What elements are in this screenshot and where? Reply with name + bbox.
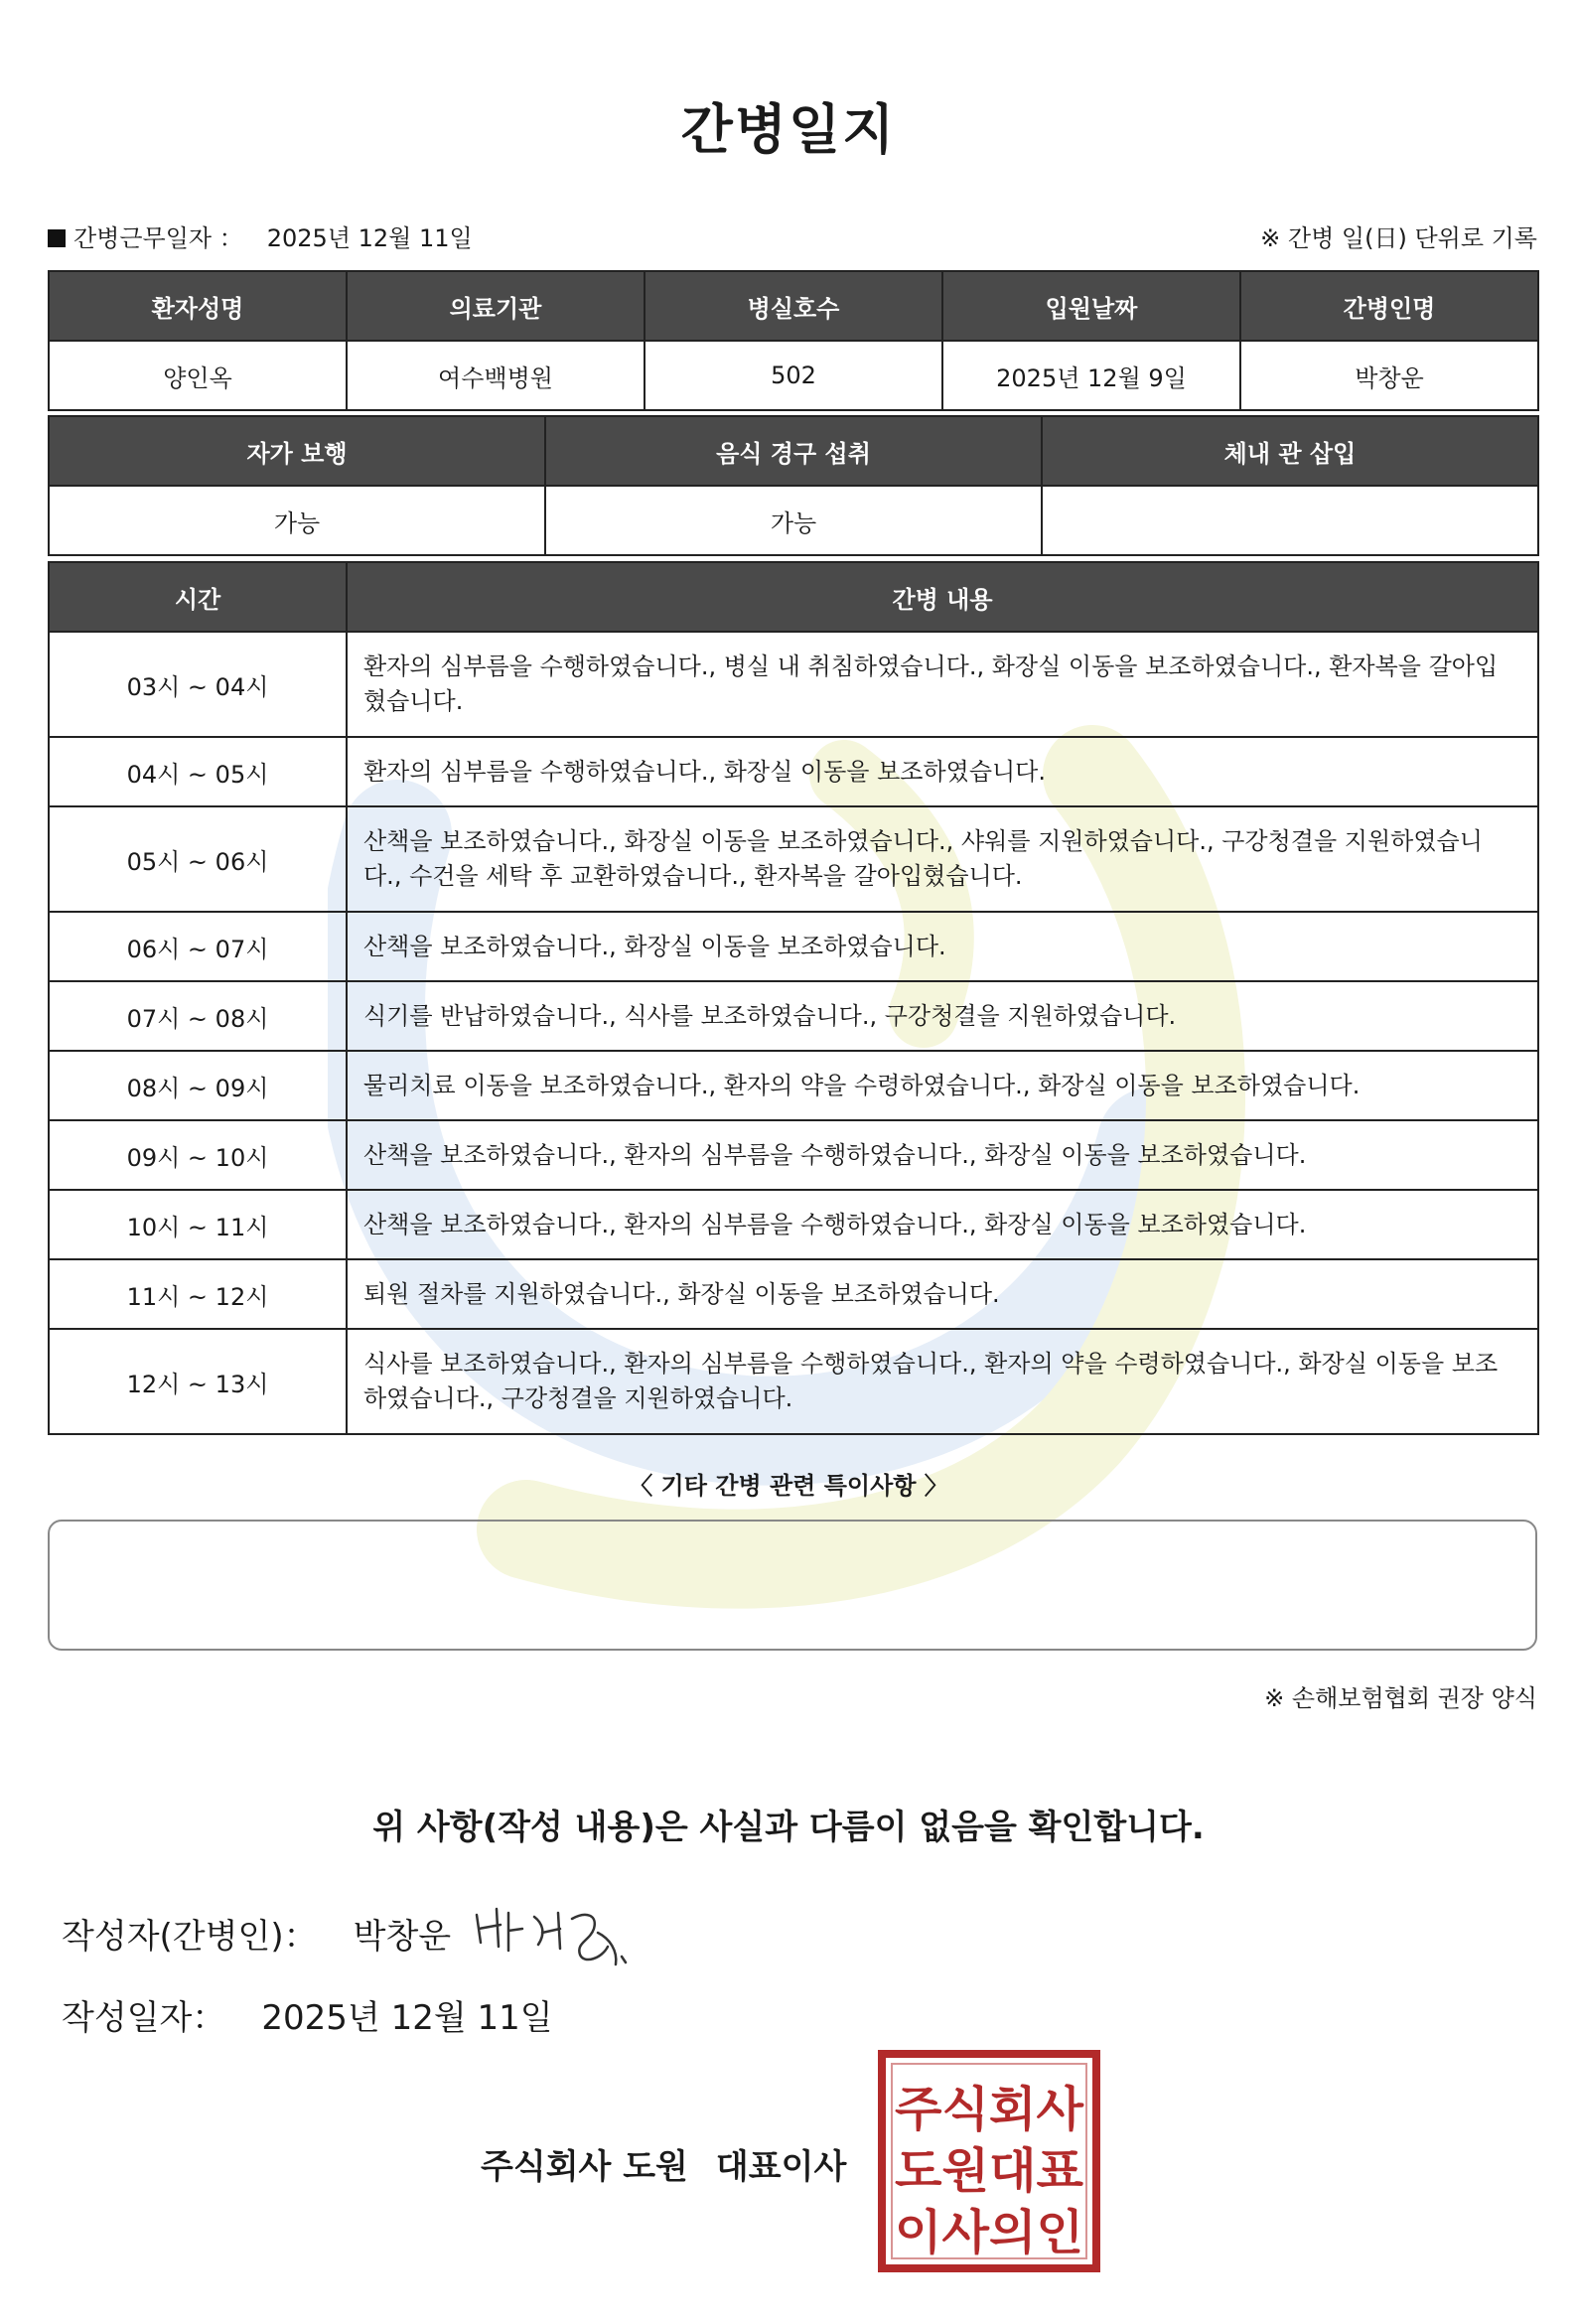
content-cell: 산책을 보조하였습니다., 화장실 이동을 보조하였습니다., 샤워를 지원하였습니다., 구강청결을 지원하였습니다., 수건을 세탁 후 교환하였습니다., 환자복을 갈아입혔습니다. xyxy=(347,806,1538,912)
content-cell: 산책을 보조하였습니다., 환자의 심부름을 수행하였습니다., 화장실 이동을 보조하였습니다. xyxy=(347,1120,1538,1190)
tube-insertion-value xyxy=(1042,486,1538,555)
record-unit-note: ※ 간병 일(日) 단위로 기록 xyxy=(1260,224,1537,252)
content-cell: 환자의 심부름을 수행하였습니다., 병실 내 취침하였습니다., 화장실 이동을 보조하였습니다., 환자복을 갈아입혔습니다. xyxy=(347,632,1538,737)
time-cell: 10시 ~ 11시 xyxy=(49,1190,347,1259)
time-cell: 05시 ~ 06시 xyxy=(49,806,347,912)
time-cell: 12시 ~ 13시 xyxy=(49,1329,347,1434)
content-cell: 산책을 보조하였습니다., 환자의 심부름을 수행하였습니다., 화장실 이동을 보조하였습니다. xyxy=(347,1190,1538,1259)
table-row xyxy=(49,1051,1538,1120)
table-row xyxy=(49,806,1538,912)
table-row xyxy=(49,737,1538,806)
writer-label: 작성자(간병인)： xyxy=(62,1917,318,1957)
header-hospital: 의료기관 xyxy=(347,271,645,341)
written-date-label: 작성일자： xyxy=(62,1998,226,2038)
header-patient-name: 환자성명 xyxy=(49,271,347,341)
room-number-value: 502 xyxy=(645,341,942,410)
admission-date-value: 2025년 12월 9일 xyxy=(942,341,1240,410)
header-room-number: 병실호수 xyxy=(645,271,942,341)
content-cell: 물리치료 이동을 보조하였습니다., 환자의 약을 수령하였습니다., 화장실 이동을 보조하였습니다. xyxy=(347,1051,1538,1120)
header-oral-intake: 음식 경구 섭취 xyxy=(545,416,1042,486)
svg-text:주식회사: 주식회사 xyxy=(895,2082,1084,2137)
work-date-label: 간병근무일자 ： xyxy=(73,224,243,252)
company-seal-icon xyxy=(878,2050,1100,2272)
table-row xyxy=(49,1329,1538,1434)
patient-name-value: 양인옥 xyxy=(49,341,347,410)
time-cell: 09시 ~ 10시 xyxy=(49,1120,347,1190)
header-time: 시간 xyxy=(49,562,347,632)
patient-info-table xyxy=(48,270,1539,411)
table-row xyxy=(49,1120,1538,1190)
caregiver-name-value: 박창운 xyxy=(1240,341,1538,410)
self-walking-value: 가능 xyxy=(49,486,545,555)
special-notes-title: 〈 기타 간병 관련 특이사항 〉 xyxy=(629,1472,948,1500)
writer-name: 박창운 xyxy=(353,1917,452,1957)
signature-icon xyxy=(469,1893,647,1972)
care-log-table xyxy=(48,561,1539,1435)
writer-line xyxy=(62,1909,451,1958)
work-date-group xyxy=(48,218,473,253)
recommend-note: ※ 손해보험협회 권장 양식 xyxy=(1264,1684,1537,1712)
page-title: 간병일지 xyxy=(680,98,897,161)
special-notes-box xyxy=(48,1520,1537,1651)
patient-info-header-row xyxy=(49,271,1538,341)
time-cell: 11시 ~ 12시 xyxy=(49,1259,347,1329)
square-bullet-icon xyxy=(48,229,66,247)
oral-intake-value: 가능 xyxy=(545,486,1042,555)
work-date-value: 2025년 12월 11일 xyxy=(266,224,473,252)
status-header-row xyxy=(49,416,1538,486)
patient-status-table xyxy=(48,415,1539,556)
content-cell: 퇴원 절차를 지원하였습니다., 화장실 이동을 보조하였습니다. xyxy=(347,1259,1538,1329)
header-tube-insertion: 체내 관 삽입 xyxy=(1042,416,1538,486)
care-log-header-row xyxy=(49,562,1538,632)
patient-info-value-row xyxy=(49,341,1538,410)
company-name: 주식회사 도원 xyxy=(481,2147,688,2187)
company-line xyxy=(481,2139,846,2188)
time-cell: 04시 ~ 05시 xyxy=(49,737,347,806)
time-cell: 08시 ~ 09시 xyxy=(49,1051,347,1120)
table-row xyxy=(49,1190,1538,1259)
written-date-value: 2025년 12월 11일 xyxy=(261,1998,553,2038)
header-self-walking: 자가 보행 xyxy=(49,416,545,486)
content-cell: 환자의 심부름을 수행하였습니다., 화장실 이동을 보조하였습니다. xyxy=(347,737,1538,806)
table-row xyxy=(49,1259,1538,1329)
time-cell: 07시 ~ 08시 xyxy=(49,981,347,1051)
content-cell: 식기를 반납하였습니다., 식사를 보조하였습니다., 구강청결을 지원하였습니다. xyxy=(347,981,1538,1051)
table-row xyxy=(49,632,1538,737)
written-date-line xyxy=(62,1990,553,2039)
header-caregiver-name: 간병인명 xyxy=(1240,271,1538,341)
svg-text:이사의인: 이사의인 xyxy=(895,2205,1083,2260)
header-admission-date: 입원날짜 xyxy=(942,271,1240,341)
table-row xyxy=(49,981,1538,1051)
header-care-content: 간병 내용 xyxy=(347,562,1538,632)
content-cell: 산책을 보조하였습니다., 화장실 이동을 보조하였습니다. xyxy=(347,912,1538,981)
status-value-row xyxy=(49,486,1538,555)
company-ceo-title: 대표이사 xyxy=(715,2147,847,2187)
time-cell: 03시 ~ 04시 xyxy=(49,632,347,737)
content-cell: 식사를 보조하였습니다., 환자의 심부름을 수행하였습니다., 환자의 약을 수령하였습니다., 화장실 이동을 보조하였습니다., 구강청결을 지원하였습니다. xyxy=(347,1329,1538,1434)
table-row xyxy=(49,912,1538,981)
hospital-value: 여수백병원 xyxy=(347,341,645,410)
confirmation-statement: 위 사항(작성 내용)은 사실과 다름이 없음을 확인합니다. xyxy=(372,1808,1205,1847)
svg-text:도원대표: 도원대표 xyxy=(895,2143,1084,2199)
time-cell: 06시 ~ 07시 xyxy=(49,912,347,981)
meta-row xyxy=(48,218,1537,252)
